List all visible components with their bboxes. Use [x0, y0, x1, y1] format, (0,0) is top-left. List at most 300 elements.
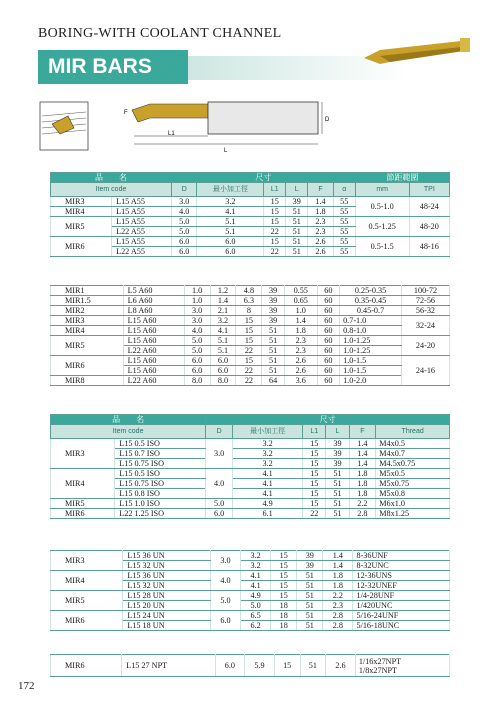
table-cell: MIR4	[51, 207, 112, 217]
table-cell: L15 A60	[123, 356, 184, 366]
table-cell: L15 18 UN	[123, 621, 211, 631]
table-cell: 15	[303, 459, 326, 469]
table-cell: 8-32UNC	[353, 561, 450, 571]
table-cell: 4.0	[184, 326, 210, 336]
table-cell: 5.1	[197, 217, 264, 227]
table-cell: 39	[326, 459, 349, 469]
table-row	[51, 286, 450, 296]
table-cell: L15 A55	[112, 207, 172, 217]
table-cell: L22 A55	[112, 247, 172, 257]
table-cell: L15 20 UN	[123, 601, 211, 611]
table-cell: 1.8	[284, 326, 317, 336]
table-cell: MIR3	[51, 316, 124, 326]
table-cell: L15 0.75 ISO	[115, 479, 206, 489]
table-cell: 2.8	[349, 509, 376, 519]
table-cell: 1.0-1.5	[340, 366, 402, 376]
group-header-pitch: 節距範圍	[355, 173, 449, 183]
table-cell: 0.25-0.35	[340, 286, 402, 296]
table-cell: L15 A60	[123, 326, 184, 336]
table-cell: 8.0	[184, 376, 210, 386]
table-cell: 1.8	[308, 207, 333, 217]
spec-table-55deg	[50, 172, 450, 257]
table-cell: 1.4	[349, 459, 376, 469]
table-cell: 1/420UNC	[353, 601, 450, 611]
table-cell: 39	[262, 286, 284, 296]
table-cell: 5.1	[210, 336, 236, 346]
table-cell: 60	[317, 306, 339, 316]
page-header: BORING-WITH COOLANT CHANNEL	[38, 26, 282, 41]
table-cell: L15 27 NPT	[122, 655, 215, 677]
table-cell: 2.3	[308, 227, 333, 237]
table-cell: 32-24	[401, 316, 449, 336]
table-cell: 1.4	[349, 439, 376, 449]
table-cell: 60	[317, 366, 339, 376]
table-cell: 22	[264, 247, 286, 257]
table-cell: 15	[264, 237, 286, 247]
table-cell: M4x0.5	[376, 439, 450, 449]
table-cell: 2.6	[284, 366, 317, 376]
table-cell: 51	[297, 571, 323, 581]
table-cell: MIR4	[51, 571, 123, 591]
table-cell: 51	[326, 479, 349, 489]
table-cell: 51	[300, 655, 326, 677]
table-cell: 15	[271, 561, 297, 571]
table-cell: 1.4	[210, 296, 236, 306]
table-cell: 2.3	[284, 336, 317, 346]
table-cell: 6.0	[215, 655, 245, 677]
table-cell: 1.0	[284, 306, 317, 316]
table-cell: 55	[333, 237, 355, 247]
table-cell: 51	[297, 581, 323, 591]
table-cell: 24-16	[401, 356, 449, 386]
table-cell: 64	[262, 376, 284, 386]
table-cell: 15	[303, 439, 326, 449]
table-cell: 1.2	[210, 286, 236, 296]
col-f: F	[349, 425, 376, 439]
table-cell: 18	[271, 621, 297, 631]
table-cell: 0.35-0.45	[340, 296, 402, 306]
table-cell: 51	[326, 489, 349, 499]
table-cell: 0.7-1.0	[340, 316, 402, 326]
table-cell: 3.2	[210, 316, 236, 326]
table-cell: 0.5-1.25	[355, 217, 409, 237]
col-l1: L1	[264, 183, 286, 197]
table-cell: L22 A60	[123, 346, 184, 356]
table-cell: 3.2	[197, 197, 264, 207]
col-mm: mm	[355, 183, 409, 197]
group-header-size: 尺寸	[172, 173, 356, 183]
table-cell: 1.0-1.25	[340, 336, 402, 346]
table-cell: 51	[262, 326, 284, 336]
table-cell: 6.5	[241, 611, 271, 621]
table-cell: L15 A60	[123, 316, 184, 326]
table-cell: L15 36 UN	[123, 551, 211, 561]
table-cell: 4.9	[241, 591, 271, 601]
table-row	[51, 356, 450, 366]
label-f: F	[124, 110, 128, 116]
col-l: L	[326, 425, 349, 439]
table-cell: MIR5	[51, 217, 112, 237]
table-cell: 1.4	[308, 197, 333, 207]
table-cell: 2.8	[323, 621, 353, 631]
col-d: D	[206, 425, 233, 439]
table-cell: L15 24 UN	[123, 611, 211, 621]
table-cell: 6.0	[206, 509, 233, 519]
table-cell: L15 A60	[123, 366, 184, 376]
table-cell: 15	[303, 499, 326, 509]
table-cell: 1.0-1.25	[340, 346, 402, 356]
table-cell: 1.0-1.5	[340, 356, 402, 366]
table-cell: 55	[333, 197, 355, 207]
table-cell: 8-36UNF	[353, 551, 450, 561]
col-f: F	[308, 183, 333, 197]
table-cell: L22 A60	[123, 376, 184, 386]
table-cell: 51	[262, 336, 284, 346]
table-cell: 51	[262, 356, 284, 366]
table-cell: L15 0.7 ISO	[115, 449, 206, 459]
table-cell: 51	[286, 227, 308, 237]
table-cell: 15	[303, 469, 326, 479]
table-cell: 1.0	[184, 286, 210, 296]
table-cell: 1.8	[349, 489, 376, 499]
table-cell: MIR6	[51, 655, 122, 677]
table-cell: 15	[236, 316, 262, 326]
table-row	[51, 237, 450, 247]
table-cell: MIR6	[51, 509, 115, 519]
table-cell: 3.0	[184, 306, 210, 316]
spec-table-60deg	[50, 285, 450, 386]
table-row	[51, 296, 450, 306]
col-tpi: TPI	[409, 183, 449, 197]
table-cell: 3.2	[232, 449, 302, 459]
table-cell: 4.1	[210, 326, 236, 336]
table-cell: 1.8	[349, 469, 376, 479]
table-cell: 15	[271, 551, 297, 561]
table-cell: 60	[317, 286, 339, 296]
table-cell: 22	[236, 346, 262, 356]
table-row	[51, 197, 450, 207]
table-cell: 1.0	[184, 296, 210, 306]
table-cell: 15	[236, 326, 262, 336]
table-cell: 51	[262, 346, 284, 356]
table-cell: L15 0.5 ISO	[115, 469, 206, 479]
table-cell: 22	[236, 376, 262, 386]
table-cell: 3.0	[210, 551, 240, 571]
table-cell: 2.6	[308, 237, 333, 247]
table-cell: 15	[274, 655, 300, 677]
table-cell: 15	[264, 197, 286, 207]
thread-npt-1: 1/16x27NPT	[358, 656, 402, 666]
group-header-name: 品 名	[51, 415, 206, 425]
table-cell: 5/16-24UNF	[353, 611, 450, 621]
table-cell: 2.2	[349, 499, 376, 509]
table-cell: M8x1.25	[376, 509, 450, 519]
table-cell: L5 A60	[123, 286, 184, 296]
table-cell: 100-72	[401, 286, 449, 296]
table-row	[51, 591, 450, 601]
table-cell: 6.0	[210, 356, 236, 366]
table-cell: 1.4	[323, 561, 353, 571]
table-cell: L15 A55	[112, 197, 172, 207]
table-cell: 6.1	[232, 509, 302, 519]
table-cell: 0.45-0.7	[340, 306, 402, 316]
table-cell: 0.65	[284, 296, 317, 306]
table-cell: 2.6	[308, 247, 333, 257]
table-row	[51, 316, 450, 326]
table-cell: 51	[326, 469, 349, 479]
table-cell: 6.0	[197, 247, 264, 257]
table-cell: 5.9	[245, 655, 275, 677]
table-cell: 3.2	[232, 439, 302, 449]
table-row	[51, 326, 450, 336]
table-cell: 51	[262, 366, 284, 376]
table-cell: M5x0.5	[376, 469, 450, 479]
table-cell: L15 0.8 ISO	[115, 489, 206, 499]
table-cell: 22	[236, 366, 262, 376]
col-d: D	[172, 183, 197, 197]
table-cell: 6.0	[172, 237, 197, 247]
table-cell: 3.0	[206, 439, 233, 469]
table-cell: 4.1	[197, 207, 264, 217]
group-header-name: 品 名	[51, 173, 172, 183]
table-cell: 39	[286, 197, 308, 207]
table-cell: 8	[236, 306, 262, 316]
table-cell: 1.8	[323, 581, 353, 591]
table-cell: 4.1	[232, 479, 302, 489]
table-cell: L22 1.25 ISO	[115, 509, 206, 519]
table-cell: 4.8	[236, 286, 262, 296]
table-cell: 39	[326, 449, 349, 459]
label-d: D	[325, 117, 330, 123]
table-cell: MIR5	[51, 591, 123, 611]
table-cell: 5.1	[197, 227, 264, 237]
table-cell: MIR4	[51, 469, 115, 499]
table-cell: 3.2	[241, 551, 271, 561]
table-cell: 6.0	[210, 366, 236, 376]
table-cell: 15	[271, 591, 297, 601]
table-cell: 2.6	[284, 356, 317, 366]
table-row	[51, 376, 450, 386]
label-l1: L1	[168, 131, 175, 137]
table-cell: 2.6	[326, 655, 356, 677]
table-cell: 4.0	[206, 469, 233, 499]
table-row	[51, 571, 450, 581]
table-cell: 6.2	[241, 621, 271, 631]
spec-table-iso	[50, 414, 450, 519]
table-cell: 6.0	[197, 237, 264, 247]
table-cell: 5.1	[210, 346, 236, 356]
table-cell: 15	[236, 336, 262, 346]
col-min-bore: 最小加工徑	[232, 425, 302, 439]
label-l: L	[224, 148, 228, 154]
table-cell: MIR1	[51, 286, 124, 296]
table-cell: L15 A60	[123, 336, 184, 346]
table-cell: 48-16	[409, 237, 449, 257]
table-cell: L6 A60	[123, 296, 184, 306]
table-cell: 6.0	[172, 247, 197, 257]
table-cell: 0.5-1.5	[355, 237, 409, 257]
table-cell: 51	[286, 237, 308, 247]
table-row	[51, 336, 450, 346]
table-cell: 5.0	[172, 217, 197, 227]
table-cell: M4.5x0.75	[376, 459, 450, 469]
table-row	[51, 509, 450, 519]
table-cell: 55	[333, 227, 355, 237]
table-cell: MIR3	[51, 551, 123, 571]
table-row	[51, 439, 450, 449]
table-cell: L15 28 UN	[123, 591, 211, 601]
table-cell: M4x0.7	[376, 449, 450, 459]
table-cell: 2.1	[210, 306, 236, 316]
table-cell: L15 32 UN	[123, 581, 211, 591]
table-cell: 1.0-2.0	[340, 376, 402, 386]
table-cell: 60	[317, 346, 339, 356]
table-cell: 18	[271, 601, 297, 611]
table-cell: MIR4	[51, 326, 124, 336]
table-cell: 39	[297, 551, 323, 561]
table-row	[51, 551, 450, 561]
table-cell: 48-20	[409, 217, 449, 237]
table-cell: 51	[326, 499, 349, 509]
table-cell: MIR5	[51, 336, 124, 356]
col-l: L	[286, 183, 308, 197]
table-cell: 3.2	[241, 561, 271, 571]
table-cell: 39	[297, 561, 323, 571]
table-cell: 55	[333, 247, 355, 257]
table-cell: 18	[271, 611, 297, 621]
table-cell: 0.5-1.0	[355, 197, 409, 217]
table-cell: 2.2	[323, 591, 353, 601]
table-cell: 51	[286, 207, 308, 217]
table-cell: 4.9	[232, 499, 302, 509]
table-cell: 1.4	[284, 316, 317, 326]
table-cell: 12-32UNEF	[353, 581, 450, 591]
col-item-code: Item code	[51, 425, 206, 439]
table-cell: MIR5	[51, 499, 115, 509]
table-row	[51, 655, 450, 677]
table-cell: 15	[264, 207, 286, 217]
table-cell: 4.0	[210, 571, 240, 591]
table-cell: MIR3	[51, 439, 115, 469]
table-cell: 72-56	[401, 296, 449, 306]
col-alpha: α	[333, 183, 355, 197]
table-cell: 15	[264, 217, 286, 227]
table-cell: 60	[317, 356, 339, 366]
table-cell: 1.4	[323, 551, 353, 561]
table-cell: 2.3	[284, 346, 317, 356]
table-cell: 0.8-1.0	[340, 326, 402, 336]
table-cell: 55	[333, 207, 355, 217]
table-cell: MIR6	[51, 611, 123, 631]
table-cell: 51	[297, 621, 323, 631]
table-cell: 22	[303, 509, 326, 519]
table-cell: 2.8	[323, 611, 353, 621]
table-cell: 5/16-18UNC	[353, 621, 450, 631]
table-cell: 4.1	[232, 489, 302, 499]
table-cell: 2.3	[308, 217, 333, 227]
table-cell: 5.0	[172, 227, 197, 237]
page-title: MIR BARS	[38, 50, 188, 84]
table-cell: 15	[303, 489, 326, 499]
table-cell: MIR3	[51, 197, 112, 207]
table-cell: L15 36 UN	[123, 571, 211, 581]
table-cell: 4.0	[172, 207, 197, 217]
table-cell: 24-20	[401, 336, 449, 356]
table-cell: M6x1.0	[376, 499, 450, 509]
table-cell: 15	[271, 581, 297, 591]
table-cell: 60	[317, 336, 339, 346]
table-cell: 60	[317, 296, 339, 306]
table-cell: MIR6	[51, 356, 124, 376]
group-header-size: 尺寸	[206, 415, 450, 425]
table-cell: 51	[297, 611, 323, 621]
table-cell: L8 A60	[123, 306, 184, 316]
table-cell: 51	[297, 591, 323, 601]
col-thread: Thread	[376, 425, 450, 439]
table-cell: L15 0.5 ISO	[115, 439, 206, 449]
table-cell: 5.0	[241, 601, 271, 611]
table-cell: MIR2	[51, 306, 124, 316]
table-cell: 4.1	[241, 581, 271, 591]
table-cell: 39	[262, 306, 284, 316]
table-cell: L15 A55	[112, 217, 172, 227]
table-cell: 60	[317, 316, 339, 326]
table-cell: MIR1.5	[51, 296, 124, 306]
table-cell: M5x0.75	[376, 479, 450, 489]
table-cell: 55	[333, 217, 355, 227]
table-cell: 51	[326, 509, 349, 519]
table-cell: 1.8	[349, 479, 376, 489]
table-row	[51, 306, 450, 316]
tool-drawing	[38, 96, 338, 158]
table-cell: 22	[264, 227, 286, 237]
table-cell: 39	[262, 296, 284, 306]
table-row	[51, 611, 450, 621]
table-cell: 56-32	[401, 306, 449, 316]
table-cell: L15 1.0 ISO	[115, 499, 206, 509]
table-cell: 6.3	[236, 296, 262, 306]
table-cell: 60	[317, 376, 339, 386]
table-cell: 15	[271, 571, 297, 581]
table-cell: M5x0.8	[376, 489, 450, 499]
table-cell: 6.0	[210, 611, 240, 631]
table-cell: 3.2	[232, 459, 302, 469]
table-cell: 5.0	[184, 336, 210, 346]
table-cell: 3.0	[172, 197, 197, 207]
table-cell: L15 32 UN	[123, 561, 211, 571]
spec-table-un	[50, 550, 450, 631]
col-min-bore: 最小加工徑	[197, 183, 264, 197]
table-cell: 1/4-28UNF	[353, 591, 450, 601]
spec-table-npt	[50, 654, 450, 677]
table-cell: 1.8	[323, 571, 353, 581]
col-l1: L1	[303, 425, 326, 439]
table-cell: 3.6	[284, 376, 317, 386]
table-cell: 51	[286, 217, 308, 227]
table-cell: 4.1	[232, 469, 302, 479]
table-cell: 51	[297, 601, 323, 611]
col-item-code: Item code	[51, 183, 172, 197]
table-cell: 39	[326, 439, 349, 449]
table-cell: L15 A55	[112, 237, 172, 247]
table-cell: 4.1	[241, 571, 271, 581]
table-cell: 15	[303, 479, 326, 489]
table-cell: L15 0.75 ISO	[115, 459, 206, 469]
table-row	[51, 217, 450, 227]
table-row	[51, 469, 450, 479]
table-cell: 5.0	[184, 346, 210, 356]
table-cell: 60	[317, 326, 339, 336]
